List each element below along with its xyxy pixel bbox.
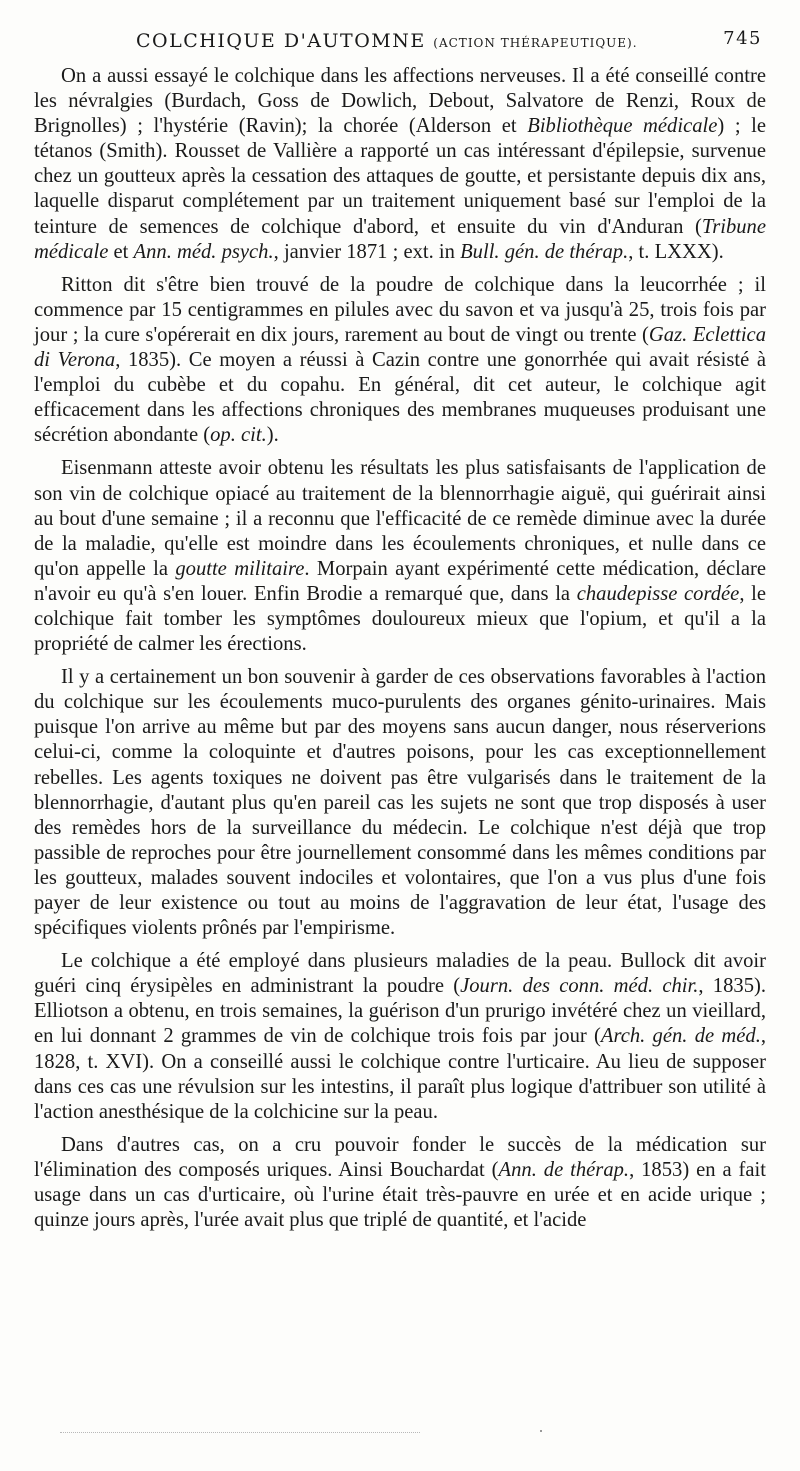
paragraph <box>34 949 766 1125</box>
page-number: 745 <box>723 28 762 49</box>
italic-citation: chaudepisse cordée <box>576 582 740 605</box>
text-run: Il y a certainement un bon souvenir à garder de ces observations favorables à l'action du colchique sur les écoulements muco-purulents des organes génito-urinaires. Mais puisque l'on arrive au même but par des moyens sans aucun danger, nous réserverions celui-ci, comme la coloquinte et d'autres poisons, pour les cas exceptionnellement rebelles. Les agents toxiques ne doivent pas être vulgarisés dans le traitement de la blennorrhagie, d'autant plus qu'en pareil cas les sujets ne sont que trop disposés à user des remèdes hors de la surveillance du médecin. Le colchique n'est déjà que trop passible de reproches pour être journellement consommé dans les mêmes conditions par les goutteux, malades souvent indociles et volontaires, que l'on a vus plus d'une fois payer de leur existence ou tout au moins de l'aggravation de leur état, l'usage des spécifiques violents prônés par l'empirisme. <box>34 666 766 940</box>
running-title-main: COLCHIQUE D'AUTOMNE <box>136 30 426 52</box>
text-run: . Morpain ayant expérimenté cette médication, déclare n'avoir eu qu'à s'en louer. Enfin Brodie a remarqué que, dans la <box>34 557 766 605</box>
text-run: , janvier 1871 ; ext. in <box>273 240 461 263</box>
italic-citation: Arch. gén. de méd. <box>600 1025 761 1048</box>
running-title <box>136 30 638 52</box>
text-run: ) ; le tétanos (Smith). Rousset de Vallière a rapporté un cas intéressant d'épilepsie, survenue chez un goutteux après la cessation des attaques de goutte, et persistante depuis dix ans, laquelle disparut complétement par un traitement uniquement basé sur l'emploi de la teinture de semences de colchique d'abord, et ensuite du vin d'Anduran ( <box>34 115 766 238</box>
running-title-subtitle: (ACTION THÉRAPEUTIQUE). <box>433 36 638 50</box>
text-run: Eisenmann atteste avoir obtenu les résultats les plus satisfaisants de l'application de son vin de colchique opiacé au traitement de la blennorrhagie aiguë, qui guérirait ainsi au bout d'une semaine ; il a reconnu que l'efficacité de ce remède diminue avec la durée de la maladie, qu'elle est moindre dans les écoulements chroniques, et nulle dans ce qu'on appelle la <box>34 457 766 580</box>
text-run: , 1828, t. XVI). On a conseillé aussi le colchique contre l'urticaire. Au lieu de supposer dans ces cas une révulsion sur les intestins, il paraît plus logique d'attribuer son utilité à l'action anesthésique de la colchicine sur la peau. <box>34 1025 767 1123</box>
italic-citation: Gaz. Eclettica di Verona <box>34 323 766 372</box>
text-run: On a aussi essayé le colchique dans les affections nerveuses. Il a été conseillé contre les névralgies (Burdach, Goss de Dowlich, Debout, Salvatore de Renzi, Roux de Brignolles) ; l'hystérie (Ravin); la chorée (Alderson et <box>34 65 766 138</box>
italic-citation: Journ. des conn. méd. chir. <box>460 975 699 998</box>
bottom-rule <box>60 1432 420 1433</box>
italic-citation: Bull. gén. de thérap. <box>460 240 629 263</box>
paragraph <box>34 273 766 449</box>
body-text <box>34 64 766 1241</box>
paragraph <box>34 456 766 657</box>
text-run: et <box>108 240 134 263</box>
bottom-speck <box>540 1430 542 1432</box>
paragraph <box>34 1133 766 1233</box>
paragraph <box>34 64 766 265</box>
italic-citation: Ann. méd. psych. <box>133 240 274 263</box>
italic-citation: Bibliothèque médicale <box>527 115 718 138</box>
text-run: , 1853) en a fait usage dans un cas d'urticaire, où l'urine était très-pauvre en urée et en acide urique ; quinze jours après, l'urée avait plus que triplé de quantité, et l'acide <box>34 1158 766 1232</box>
text-run: Dans d'autres cas, on a cru pouvoir fonder le succès de la médication sur l'élimination des composés uriques. Ainsi Bouchardat ( <box>34 1133 766 1181</box>
text-run: , 1835). Ce moyen a réussi à Cazin contre une gonorrhée qui avait résisté à l'emploi du cubèbe et du copahu. En général, dit cet auteur, le colchique agit efficacement dans les affections chroniques des membranes muqueuses produisant une sécrétion abondante ( <box>34 349 766 447</box>
italic-citation: Ann. de thérap. <box>498 1158 630 1181</box>
text-run: , t. LXXX). <box>628 240 724 263</box>
text-run: , le colchique fait tomber les symptômes douloureux mieux que l'opium, et qu'il a la propriété de calmer les érections. <box>34 582 766 656</box>
text-run: ). <box>266 424 279 447</box>
paragraph <box>34 665 766 941</box>
text-run: Ritton dit s'être bien trouvé de la poudre de colchique dans la leucorrhée ; il commence par 15 centigrammes en pilules avec du savon et va jusqu'à 25, trois fois par jour ; la cure s'opérerait en dix jours, rarement au bout de vingt ou trente ( <box>34 273 766 346</box>
italic-citation: Tribune médicale <box>34 215 766 263</box>
running-head <box>136 30 762 60</box>
text-run: Le colchique a été employé dans plusieurs maladies de la peau. Bullock dit avoir guéri cinq érysipèles en administrant la poudre ( <box>34 950 766 998</box>
text-run: , 1835). Elliotson a obtenu, en trois semaines, la guérison d'un prurigo invétéré chez un vieillard, en lui donnant 2 grammes de vin de colchique trois fois par jour ( <box>34 975 766 1048</box>
italic-citation: goutte militaire <box>175 557 305 580</box>
italic-citation: op. cit. <box>210 424 267 447</box>
